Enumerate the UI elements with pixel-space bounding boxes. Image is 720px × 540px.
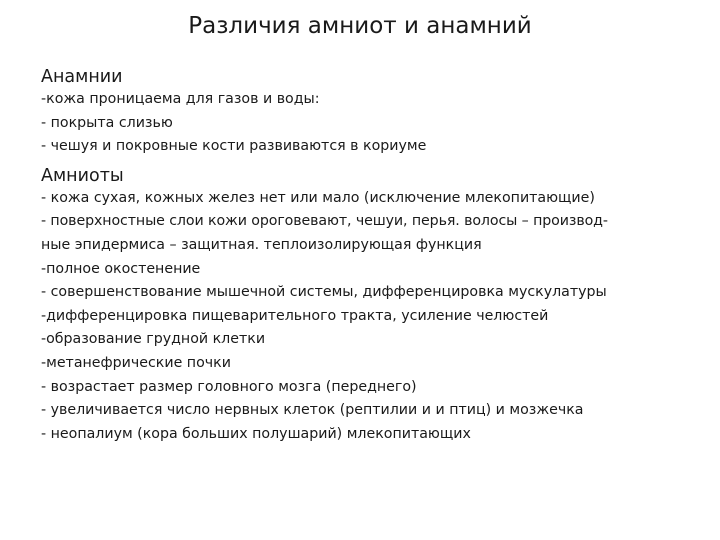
- amniota-item: - совершенствование мышечной системы, дифференцировка мускулатуры: [41, 284, 607, 301]
- amniota-item: - кожа сухая, кожных желез нет или мало (исключение млекопитающие): [41, 189, 595, 206]
- amniota-heading: Амниоты: [41, 165, 124, 186]
- amniota-item: - возрастает размер головного мозга (переднего): [41, 378, 417, 395]
- amniota-section: [41, 165, 691, 447]
- amniota-item: -образование грудной клетки: [41, 331, 266, 348]
- anamnia-section: [41, 66, 691, 159]
- amniota-item: - увеличивается число нервных клеток (рептилии и и птиц) и мозжечка: [41, 402, 584, 419]
- anamnia-item: -кожа проницаема для газов и воды:: [41, 91, 320, 107]
- slide-content: [41, 66, 691, 446]
- anamnia-item: - покрыта слизью: [41, 114, 173, 131]
- amniota-item: ные эпидермиса – защитная. теплоизолирующая функция: [41, 236, 482, 253]
- amniota-item: - поверхностные слои кожи ороговевают, чешуи, перья. волосы – производ-: [41, 213, 608, 230]
- anamnia-item: - чешуя и покровные кости развиваются в кориуме: [41, 138, 427, 155]
- amniota-item: -метанефрические почки: [41, 354, 231, 371]
- amniota-item: -полное окостенение: [41, 260, 201, 277]
- amniota-item: - неопалиум (кора больших полушарий) млекопитающих: [41, 425, 471, 442]
- slide-title: Различия амниот и анамний: [188, 13, 532, 39]
- amniota-item: -дифференцировка пищеварительного тракта, усиление челюстей: [41, 307, 549, 324]
- anamnia-heading: Анамнии: [41, 67, 123, 87]
